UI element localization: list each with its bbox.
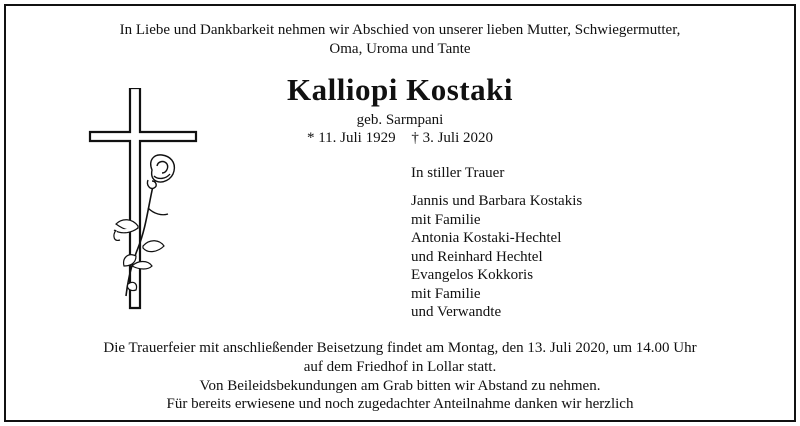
list-item: und Reinhard Hechtel bbox=[411, 248, 543, 265]
list-item: Jannis und Barbara Kostakis bbox=[411, 193, 583, 209]
cross-with-rose-icon bbox=[88, 88, 198, 310]
list-item: mit Familie bbox=[411, 211, 481, 228]
list-item: Antonia Kostaki-Hechtel bbox=[411, 230, 562, 246]
footer-line-4: Für bereits erwiesene und noch zugedachter Anteilnahme danken wir herzlich bbox=[166, 396, 634, 412]
death-date: † 3. Juli 2020 bbox=[411, 130, 494, 146]
list-item: mit Familie bbox=[411, 285, 481, 302]
intro-line-1: In Liebe und Dankbarkeit nehmen wir Abschied von unserer lieben Mutter, Schwiegermutter, bbox=[119, 22, 681, 38]
list-item: und Verwandte bbox=[411, 304, 502, 320]
footer-line-1: Die Trauerfeier mit anschließender Beisetzung findet am Montag, den 13. Juli 2020, um 14.00 Uhr bbox=[103, 340, 697, 356]
list-item: Evangelos Kokkoris bbox=[411, 267, 534, 283]
mourners-heading: In stiller Trauer bbox=[411, 165, 505, 181]
birth-date: * 11. Juli 1929 bbox=[306, 130, 396, 146]
mourners-list bbox=[411, 192, 582, 322]
footer-line-2: auf dem Friedhof in Lollar statt. bbox=[303, 359, 497, 375]
footer-line-3: Von Beileidsbekundungen am Grab bitten wir Abstand zu nehmen. bbox=[199, 378, 601, 394]
deceased-name: Kalliopi Kostaki bbox=[287, 72, 513, 107]
birth-name: geb. Sarmpani bbox=[356, 112, 444, 128]
intro-line-2: Oma, Uroma und Tante bbox=[329, 41, 471, 57]
